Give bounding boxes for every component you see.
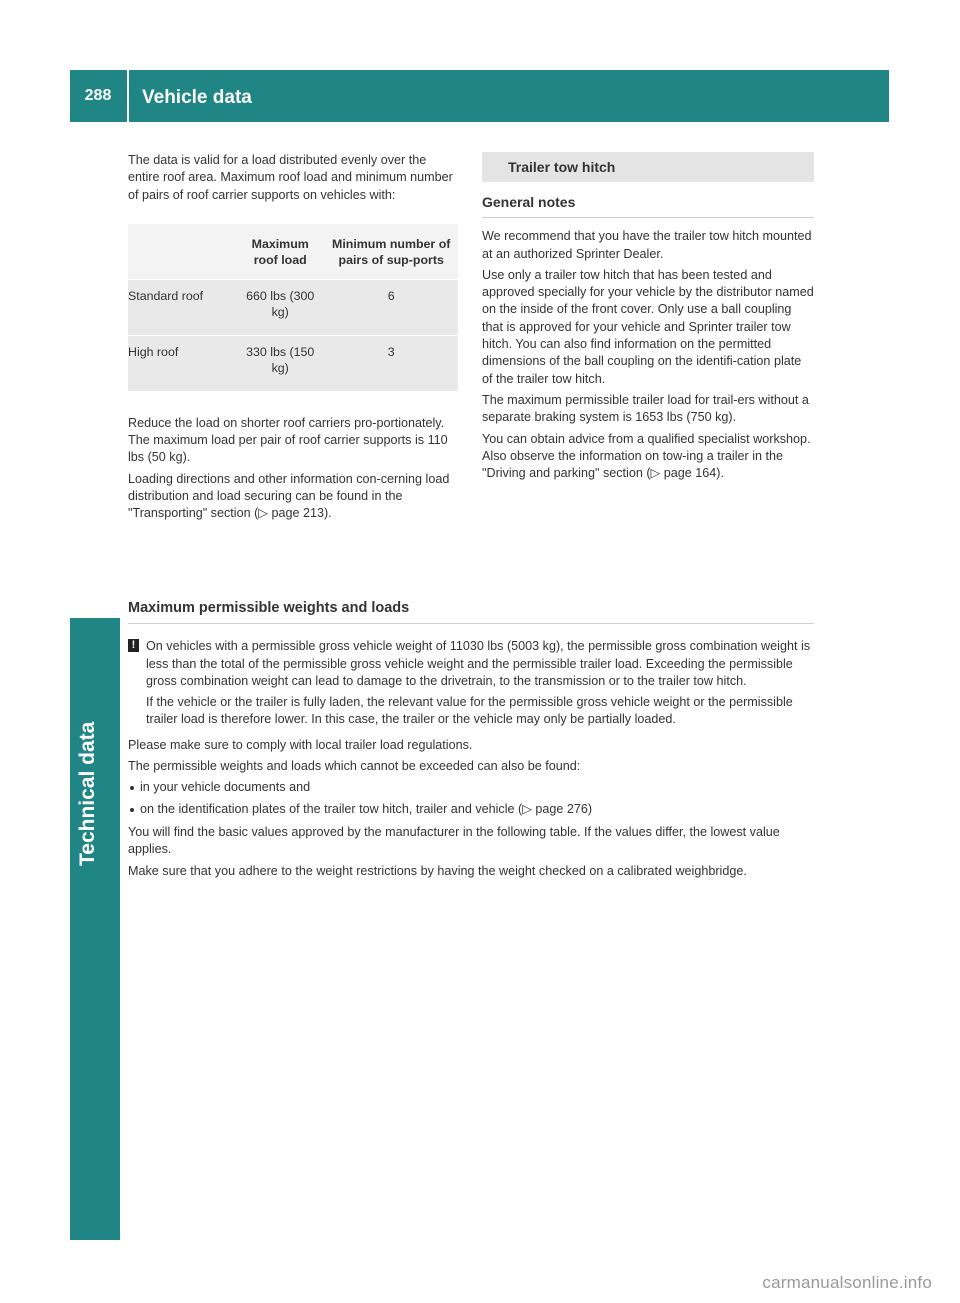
- left-column: [128, 152, 458, 527]
- trailer-paragraph: The maximum permissible trailer load for trail-ers without a separate braking system is 1653 lbs (750 kg).: [482, 392, 809, 425]
- table-cell: High roof: [128, 344, 179, 359]
- roof-load-paragraph: Loading directions and other information con-cerning load distribution and load securing can be found in the "Transporting" section (▷ page 213).: [128, 471, 450, 521]
- table-header-row: [128, 224, 458, 280]
- section-side-label: Technical data: [76, 721, 99, 866]
- trailer-tow-hitch-heading: Trailer tow hitch: [482, 152, 814, 182]
- notice-continuation: If the vehicle or the trailer is fully laden, the relevant value for the permissible gross vehicle weight or the permissible trailer load is therefore lower. In this case, the trailer or the vehicle may only be partially loaded.: [146, 695, 793, 727]
- trailer-paragraph: Use only a trailer tow hitch that has been tested and approved specially for your vehicle by the distributor named on the inside of the front cover. Only use a ball coupling that is approved for your vehicle and Sprinter trailer tow hitch. You can also find information on the permitted dimensions of the ball coupling on the identifi-cation plate of the trailer tow hitch.: [482, 267, 814, 386]
- page-title: Vehicle data: [142, 87, 252, 108]
- roof-load-paragraph: Reduce the load on shorter roof carriers pro-portionately. The maximum load per pair of roof carrier supports is 110 lbs (50 kg).: [128, 415, 448, 465]
- table-header-cell: Minimum number of pairs of sup-ports: [332, 236, 451, 268]
- trailer-paragraph: You can obtain advice from a qualified specialist workshop. Also observe the information on tow-ing a trailer in the "Driving and parking" section (▷ page 164).: [482, 431, 811, 481]
- table-cell: Standard roof: [128, 288, 204, 303]
- table-cell: 660 lbs (300 kg): [246, 288, 315, 320]
- table-cell: 330 lbs (150 kg): [246, 344, 315, 376]
- table-row: [128, 279, 458, 335]
- right-column: [482, 152, 814, 486]
- roof-load-table: [128, 224, 458, 391]
- weights-paragraph: The permissible weights and loads which cannot be exceeded can also be found:: [128, 759, 581, 774]
- table-cell: 6: [387, 288, 395, 303]
- table-cell: 3: [387, 344, 395, 359]
- warning-icon: !: [128, 639, 139, 652]
- general-notes-heading: General notes: [482, 194, 814, 218]
- header-divider: [127, 70, 129, 122]
- trailer-paragraph: We recommend that you have the trailer tow hitch mounted at an authorized Sprinter Dealer.: [482, 229, 812, 261]
- weights-paragraph: You will find the basic values approved by the manufacturer in the following table. If the values differ, the lowest value applies.: [128, 824, 780, 857]
- watermark: carmanualsonline.info: [762, 1273, 932, 1292]
- weights-section: [128, 600, 814, 884]
- notice-block: [128, 638, 814, 690]
- notice-text: On vehicles with a permissible gross vehicle weight of 11030 lbs (5003 kg), the permissible gross combination weight is less than the total of the permissible gross vehicle weight and the permissible trailer load. Exceeding the permissible gross combination weight can lead to damage to the drivetrain, to the transmission or to the trailer tow hitch.: [146, 639, 811, 688]
- table-row: [128, 335, 458, 391]
- weights-paragraph: Make sure that you adhere to the weight restrictions by having the weight checked on a calibrated weighbridge.: [128, 863, 747, 878]
- weights-paragraph: Please make sure to comply with local trailer load regulations.: [128, 737, 473, 752]
- weights-bullet-list: [128, 779, 814, 818]
- list-item: in your vehicle documents and: [128, 779, 814, 796]
- table-header-cell: [128, 224, 236, 280]
- roof-load-intro: The data is valid for a load distributed evenly over the entire roof area. Maximum roof load and minimum number of pairs of roof carrier supports on vehicles with:: [128, 153, 453, 202]
- list-item: on the identification plates of the trailer tow hitch, trailer and vehicle (▷ page 276): [128, 801, 814, 818]
- table-header-cell: Maximum roof load: [251, 236, 309, 268]
- page-number: 288: [84, 87, 112, 104]
- page-header: [70, 70, 889, 122]
- weights-heading: Maximum permissible weights and loads: [128, 600, 814, 624]
